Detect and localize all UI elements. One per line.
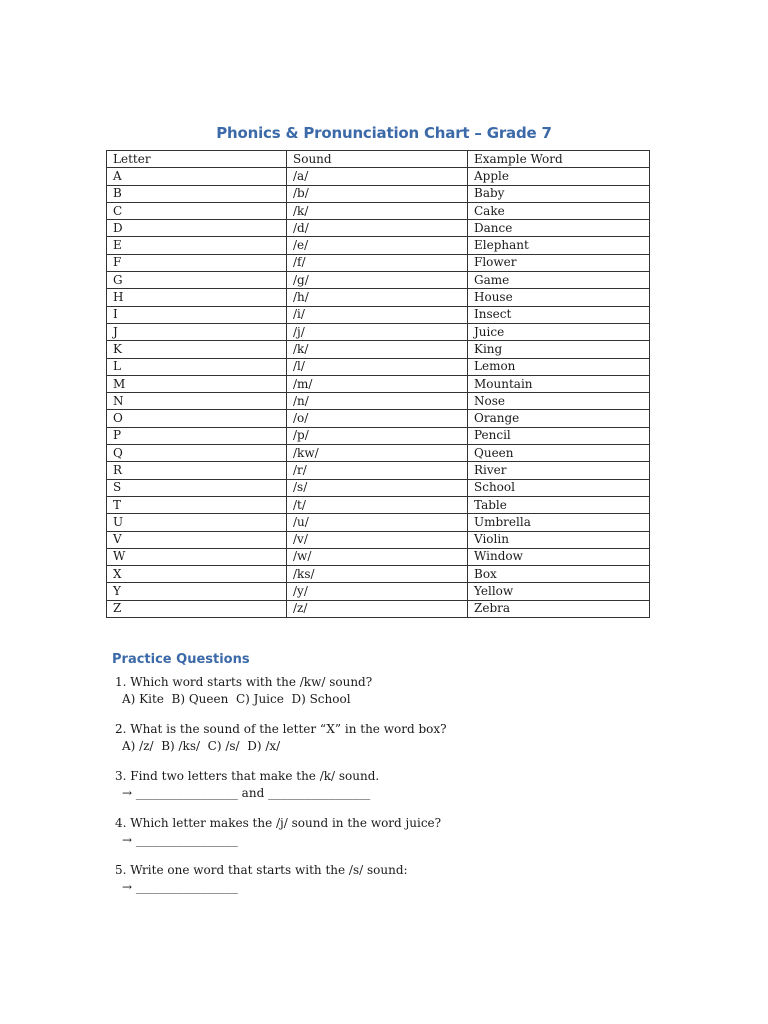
cell-sound: /k/ [287,202,468,219]
cell-letter: O [107,410,287,427]
header-example-word: Example Word [468,151,650,168]
question-answer-line: → _________________ [122,833,238,847]
table-row [107,220,650,237]
cell-sound: /r/ [287,462,468,479]
cell-example-word: Umbrella [468,514,650,531]
table-row [107,410,650,427]
phonics-chart-table [106,150,650,618]
cell-example-word: Cake [468,202,650,219]
table-row [107,427,650,444]
table-row [107,479,650,496]
table-row [107,600,650,617]
question-answer-line: → _________________ and _________________ [122,786,371,800]
cell-sound: /j/ [287,323,468,340]
cell-sound: /l/ [287,358,468,375]
cell-example-word: Window [468,548,650,565]
table-row [107,496,650,513]
cell-sound: /v/ [287,531,468,548]
cell-example-word: Baby [468,185,650,202]
page-title: Phonics & Pronunciation Chart – Grade 7 [216,124,552,142]
cell-example-word: Game [468,272,650,289]
cell-example-word: Box [468,566,650,583]
cell-letter: S [107,479,287,496]
cell-example-word: River [468,462,650,479]
cell-example-word: Zebra [468,600,650,617]
question-item [115,721,675,755]
cell-sound: /f/ [287,254,468,271]
cell-letter: W [107,548,287,565]
cell-letter: G [107,272,287,289]
cell-letter: L [107,358,287,375]
practice-questions-list [115,674,675,909]
cell-sound: /b/ [287,185,468,202]
practice-questions-heading: Practice Questions [112,652,250,667]
cell-letter: P [107,427,287,444]
cell-example-word: Violin [468,531,650,548]
cell-letter: T [107,496,287,513]
cell-letter: D [107,220,287,237]
cell-letter: K [107,341,287,358]
cell-example-word: Juice [468,323,650,340]
cell-sound: /ks/ [287,566,468,583]
table-row [107,375,650,392]
table-row [107,254,650,271]
question-text: 5. Write one word that starts with the /s/ sound: [115,863,408,877]
cell-example-word: Queen [468,445,650,462]
table-row [107,202,650,219]
cell-example-word: Apple [468,168,650,185]
cell-sound: /i/ [287,306,468,323]
table-row [107,583,650,600]
cell-sound: /a/ [287,168,468,185]
table-row [107,393,650,410]
table-row [107,272,650,289]
table-row [107,323,650,340]
cell-letter: C [107,202,287,219]
cell-example-word: House [468,289,650,306]
cell-example-word: Dance [468,220,650,237]
cell-sound: /m/ [287,375,468,392]
cell-sound: /u/ [287,514,468,531]
question-item [115,815,675,849]
question-item [115,862,675,896]
cell-letter: R [107,462,287,479]
cell-letter: E [107,237,287,254]
question-item [115,674,675,708]
cell-example-word: Nose [468,393,650,410]
cell-example-word: Mountain [468,375,650,392]
question-text: 3. Find two letters that make the /k/ sound. [115,769,380,783]
table-header-row [107,151,650,168]
question-item [115,768,675,802]
table-row [107,168,650,185]
cell-letter: B [107,185,287,202]
cell-example-word: Orange [468,410,650,427]
cell-letter: M [107,375,287,392]
table-row [107,566,650,583]
question-answer-line: A) Kite B) Queen C) Juice D) School [122,692,351,706]
question-text: 4. Which letter makes the /j/ sound in the word juice? [115,816,442,830]
cell-example-word: Table [468,496,650,513]
cell-letter: Q [107,445,287,462]
cell-sound: /n/ [287,393,468,410]
cell-sound: /kw/ [287,445,468,462]
table-row [107,341,650,358]
cell-sound: /w/ [287,548,468,565]
question-text: 1. Which word starts with the /kw/ sound? [115,675,373,689]
table-row [107,289,650,306]
table-body [107,168,650,618]
cell-sound: /o/ [287,410,468,427]
header-sound: Sound [287,151,468,168]
cell-example-word: Lemon [468,358,650,375]
cell-sound: /t/ [287,496,468,513]
cell-sound: /h/ [287,289,468,306]
cell-sound: /e/ [287,237,468,254]
question-answer-line: → _________________ [122,880,238,894]
cell-sound: /z/ [287,600,468,617]
cell-letter: X [107,566,287,583]
cell-letter: A [107,168,287,185]
cell-letter: Y [107,583,287,600]
table-row [107,531,650,548]
table-row [107,445,650,462]
cell-letter: H [107,289,287,306]
cell-sound: /d/ [287,220,468,237]
cell-letter: J [107,323,287,340]
table-row [107,237,650,254]
table-row [107,462,650,479]
cell-sound: /s/ [287,479,468,496]
cell-example-word: Pencil [468,427,650,444]
cell-letter: N [107,393,287,410]
question-text: 2. What is the sound of the letter “X” in the word box? [115,722,447,736]
cell-example-word: Insect [468,306,650,323]
cell-sound: /y/ [287,583,468,600]
cell-example-word: School [468,479,650,496]
cell-letter: V [107,531,287,548]
table-row [107,358,650,375]
header-letter: Letter [107,151,287,168]
table-row [107,306,650,323]
cell-example-word: Flower [468,254,650,271]
table-row [107,514,650,531]
cell-letter: F [107,254,287,271]
cell-example-word: King [468,341,650,358]
cell-example-word: Elephant [468,237,650,254]
cell-sound: /g/ [287,272,468,289]
cell-example-word: Yellow [468,583,650,600]
table-row [107,185,650,202]
cell-letter: I [107,306,287,323]
cell-sound: /k/ [287,341,468,358]
question-answer-line: A) /z/ B) /ks/ C) /s/ D) /x/ [122,739,281,753]
cell-letter: Z [107,600,287,617]
cell-sound: /p/ [287,427,468,444]
table-row [107,548,650,565]
cell-letter: U [107,514,287,531]
